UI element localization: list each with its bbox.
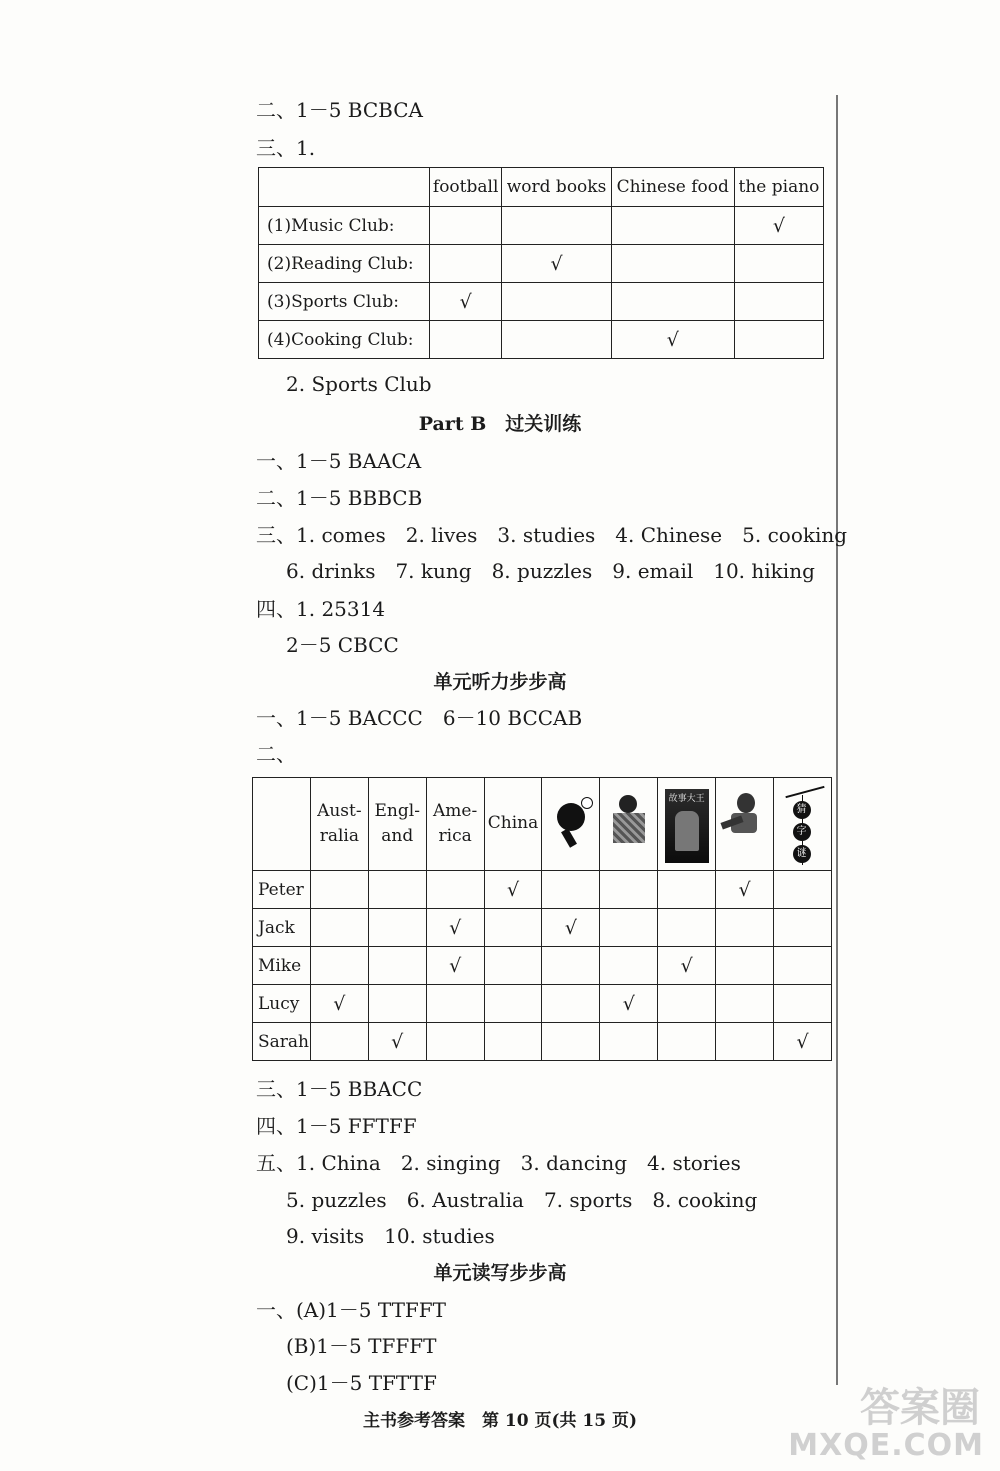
answer-line: 四、1. 25314 [256,597,386,621]
answer-line: 9. visits 10. studies [286,1224,495,1248]
answer-line: 一、1－5 BACCC 6－10 BCCAB [256,706,583,730]
answer-line: 2. Sports Club [286,372,432,396]
answer-line: (C)1－5 TFTTF [286,1371,437,1395]
watermark-stamp: 答案圈 [860,1385,980,1431]
section-heading: 单元听力步步高 [433,671,567,693]
answer-cell [774,909,832,947]
page-margin-rule [836,95,838,1385]
row-label: (1)Music Club: [259,207,430,245]
answer-line: 四、1－5 FFTFF [256,1114,417,1138]
answer-cell [502,207,611,245]
answer-cell [368,871,426,909]
answer-cell: √ [484,871,542,909]
column-header-image [716,778,774,871]
answer-cell [502,283,611,321]
answer-cell: √ [542,909,600,947]
answer-cell [484,947,542,985]
column-header: the piano [734,168,823,207]
row-label: Jack [253,909,311,947]
answer-cell: √ [611,321,734,359]
answer-line: 五、1. China 2. singing 3. dancing 4. stories [256,1151,741,1175]
row-label: (2)Reading Club: [259,245,430,283]
answer-cell [716,985,774,1023]
answer-line: 二、1－5 BBBCB [256,486,423,510]
answer-cell [484,985,542,1023]
answer-cell: √ [502,245,611,283]
lantern-riddle-icon [779,785,827,859]
answer-cell [716,1023,774,1061]
answer-cell [310,1023,368,1061]
row-label: Mike [253,947,311,985]
table-corner-cell [253,778,311,871]
row-label: Sarah [253,1023,311,1061]
answer-cell [502,321,611,359]
answer-cell [658,871,716,909]
answer-cell [611,207,734,245]
answer-cell: √ [734,207,823,245]
table-row [259,283,824,321]
answer-cell [542,871,600,909]
answer-cell [426,985,484,1023]
column-header: Engl- and [368,778,426,871]
answer-cell: √ [368,1023,426,1061]
column-header: word books [502,168,611,207]
answer-cell [542,985,600,1023]
answer-cell [484,1023,542,1061]
answer-cell [658,1023,716,1061]
page-footer: 主书参考答案 第 10 页(共 15 页) [362,1411,638,1431]
table-row [253,985,832,1023]
answer-cell [734,245,823,283]
section-heading: 单元读写步步高 [433,1262,567,1284]
answer-cell [542,947,600,985]
club-answer-table [258,167,824,359]
answer-cell [600,947,658,985]
answer-cell [484,909,542,947]
answer-cell [774,947,832,985]
answer-cell: √ [658,947,716,985]
table-row [259,321,824,359]
answer-cell [310,909,368,947]
answer-line: 三、1. [256,136,316,160]
table-corner-cell [259,168,430,207]
answer-cell [600,1023,658,1061]
answer-line: 5. puzzles 6. Australia 7. sports 8. cooking [286,1188,758,1212]
answer-line: 6. drinks 7. kung 8. puzzles 9. email 10. hiking [286,559,815,583]
table-row [259,207,824,245]
answer-cell: √ [426,909,484,947]
answer-cell [426,1023,484,1061]
answer-cell [600,909,658,947]
answer-line: 二、1－5 BCBCA [256,98,423,122]
answer-cell: √ [774,1023,832,1061]
answer-cell [368,909,426,947]
watermark-site: MXQE.COM [788,1428,984,1463]
answer-cell [368,985,426,1023]
answer-cell: √ [430,283,502,321]
column-header: Aust- ralia [310,778,368,871]
lantern-char: 字 [793,823,811,841]
answer-cell: √ [600,985,658,1023]
answer-line: 一、1－5 BAACA [256,449,422,473]
answer-cell [611,283,734,321]
column-header-image [658,778,716,871]
answer-cell: √ [310,985,368,1023]
answer-cell [368,947,426,985]
answer-cell [430,321,502,359]
answer-line: (B)1－5 TFFFT [286,1334,437,1358]
answer-cell [310,947,368,985]
book-title: 故事大王 [668,793,705,804]
answer-cell [611,245,734,283]
table-row [253,947,832,985]
answer-cell [430,207,502,245]
table-row [253,909,832,947]
answer-cell [734,321,823,359]
column-header-image [542,778,600,871]
row-label: Peter [253,871,311,909]
answer-cell [310,871,368,909]
answer-cell [716,947,774,985]
answer-cell [430,245,502,283]
answer-cell [734,283,823,321]
listening-answer-table [252,777,832,1061]
answer-line: 三、1. comes 2. lives 3. studies 4. Chinese 5. cooking [256,523,848,547]
answer-cell: √ [716,871,774,909]
column-header: China [484,778,542,871]
answer-cell [774,871,832,909]
row-label: (4)Cooking Club: [259,321,430,359]
table-row [253,1023,832,1061]
answer-cell [658,909,716,947]
answer-line: 三、1－5 BBACC [256,1077,423,1101]
column-header: Ame- rica [426,778,484,871]
column-header-image [774,778,832,871]
sports-picture-icon [605,785,653,855]
kung-fu-icon [721,785,769,855]
answer-line: 二、 [256,742,296,766]
answer-line: 2－5 CBCC [286,633,399,657]
answer-cell [774,985,832,1023]
answer-line: 一、(A)1－5 TTFFT [256,1298,446,1322]
answer-cell [542,1023,600,1061]
story-book-icon [663,785,711,855]
column-header-image [600,778,658,871]
table-row [253,871,832,909]
lantern-char: 谜 [793,845,811,863]
answer-cell [426,871,484,909]
answer-cell [716,909,774,947]
ping-pong-icon [547,785,595,855]
table-row [259,245,824,283]
section-heading: Part B 过关训练 [418,413,582,435]
answer-cell [658,985,716,1023]
lantern-char: 猜 [793,801,811,819]
answer-cell [600,871,658,909]
row-label: (3)Sports Club: [259,283,430,321]
answer-cell: √ [426,947,484,985]
column-header: football [430,168,502,207]
column-header: Chinese food [611,168,734,207]
row-label: Lucy [253,985,311,1023]
